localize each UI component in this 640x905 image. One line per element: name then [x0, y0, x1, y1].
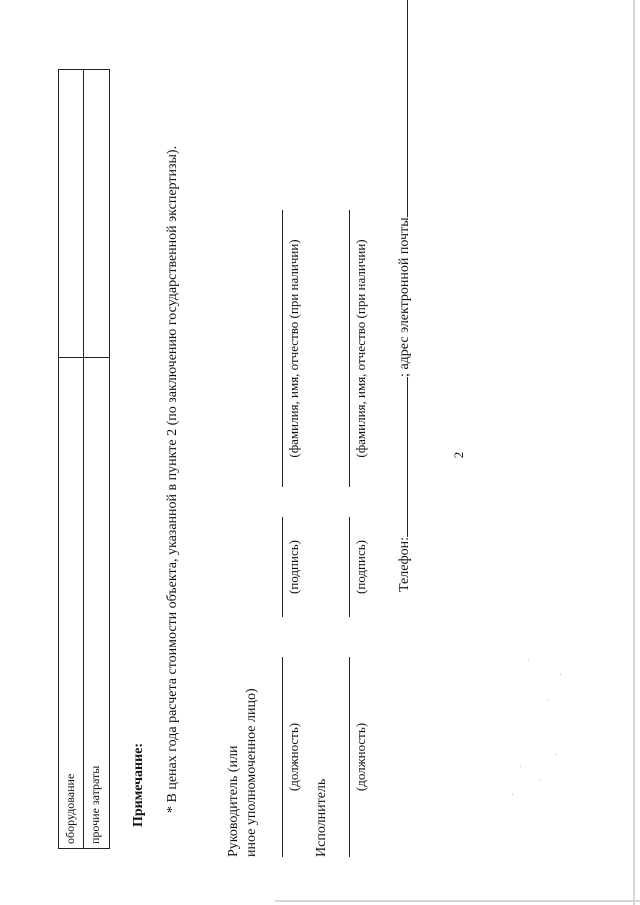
email-label: ; адрес электронной почты [397, 217, 412, 377]
table-row [84, 70, 109, 848]
executor-name-line [349, 210, 350, 487]
page-number: 2 [451, 451, 466, 459]
head-label [225, 688, 261, 857]
scan-speckle [540, 780, 541, 781]
executor-position-caption: (должность) [353, 722, 368, 792]
note-text: * В ценах года расчета стоимости объекта, указанной в пункте 2 (по заключению государственной экспертизы). [165, 145, 180, 813]
head-label-line2: иное уполномоченное лицо) [244, 688, 259, 857]
head-signature-line [282, 517, 283, 617]
scan-speckle [520, 766, 521, 767]
note-title: Примечание: [131, 742, 146, 827]
phone-blank [395, 377, 408, 537]
head-position-caption: (должность) [286, 722, 301, 792]
head-label-line1: Руководитель (или [226, 745, 241, 857]
scan-speckle [560, 674, 561, 675]
table-row-label-other-costs: прочие затраты [88, 765, 102, 844]
head-name-caption: (фамилия, имя, отчество (при наличии) [286, 239, 301, 458]
cost-table [58, 69, 110, 849]
executor-label: Исполнитель [314, 778, 329, 857]
table-row [59, 70, 84, 848]
executor-signature-line [349, 517, 350, 617]
executor-signature-caption: (подпись) [353, 540, 368, 594]
scan-speckle [555, 754, 556, 755]
scan-speckle [548, 699, 549, 700]
head-position-line [282, 657, 283, 857]
executor-name-caption: (фамилия, имя, отчество (при наличии) [353, 239, 368, 458]
contact-line [395, 0, 413, 592]
head-signature-caption: (подпись) [286, 540, 301, 594]
head-name-line [282, 210, 283, 487]
phone-label: Телефон: [397, 536, 412, 592]
table-row-label-equipment: оборудование [63, 773, 77, 844]
scan-speckle [528, 659, 529, 660]
scan-speckle [512, 794, 513, 795]
executor-position-line [349, 657, 350, 857]
email-blank [395, 0, 408, 217]
